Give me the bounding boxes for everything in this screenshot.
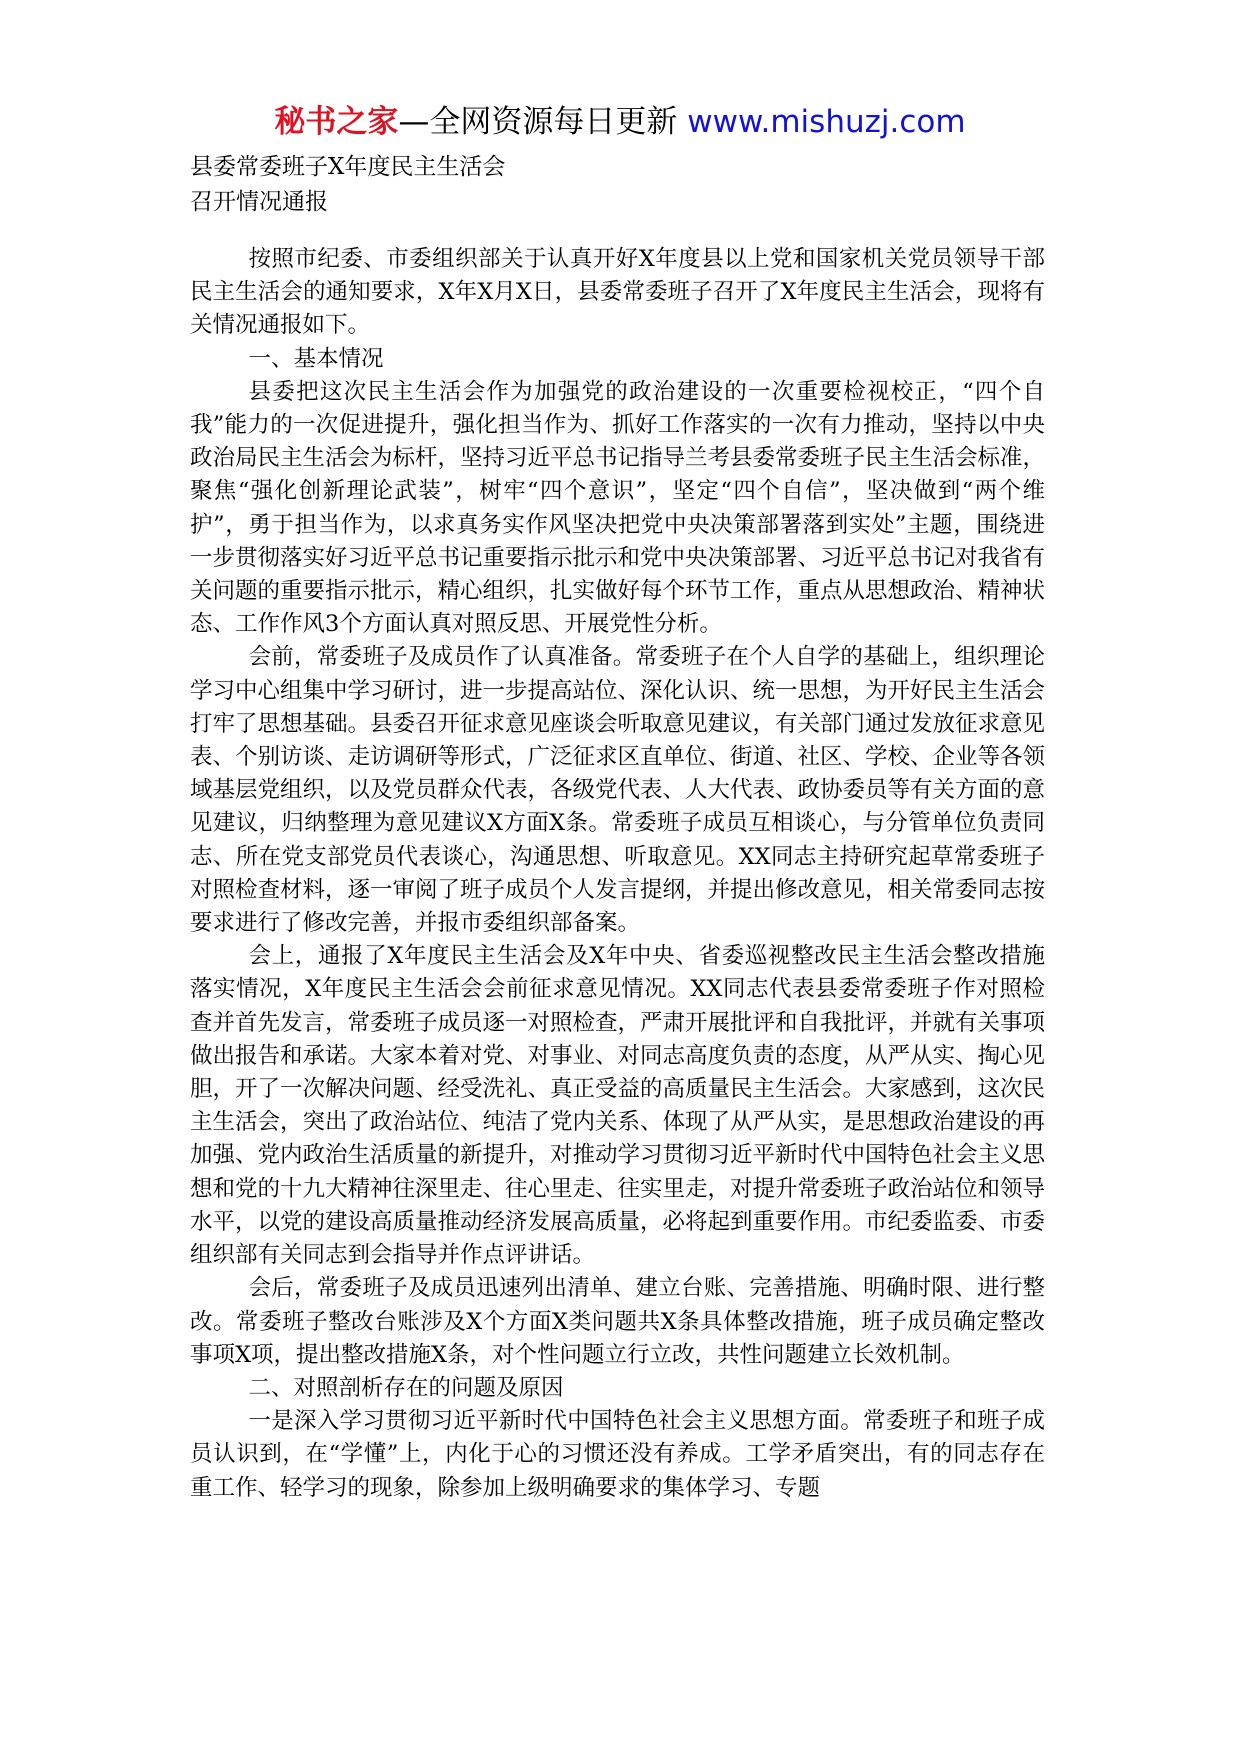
banner-brand: 秘书之家 — [274, 104, 399, 140]
paragraph: 会后，常委班子及成员迅速列出清单、建立台账、完善措施、明确时限、进行整改。常委班子整改台账涉及X个方面X类问题共X条具体整改措施，班子成员确定整改事项X项，提出整改措施X条，对个性问题立行立改，共性问题建立长效机制。 — [190, 1275, 1045, 1368]
banner-slogan: —全网资源每日更新 — [398, 104, 688, 140]
paragraph: 一是深入学习贯彻习近平新时代中国特色社会主义思想方面。常委班子和班子成员认识到，在“学懂”上，内化于心的习惯还没有养成。工学矛盾突出，有的同志存在重工作、轻学习的现象，除参加上级明确要求的集体学习、专题 — [190, 1408, 1045, 1501]
banner-site-link[interactable]: www.mishuzj.com — [687, 104, 966, 140]
paragraph: 会上，通报了X年度民主生活会及X年中央、省委巡视整改民主生活会整改措施落实情况，X年度民主生活会会前征求意见情况。XX同志代表县委常委班子作对照检查并首先发言，常委班子成员逐一对照检查，严肃开展批评和自我批评，并就有关事项做出报告和承诺。大家本着对党、对事业、对同志高度负责的态度，从严从实、掏心见胆，开了一次解决问题、经受洗礼、真正受益的高质量民主生活会。大家感到，这次民主生活会，突出了政治站位、纯洁了党内关系、体现了从严从实，是思想政治建设的再加强、党内政治生活质量的新提升，对推动学习贯彻习近平新时代中国特色社会主义思想和党的十九大精神往深里走、往心里走、往实里走，对提升常委班子政治站位和领导水平，以党的建设高质量推动经济发展高质量，必将起到重要作用。市纪委监委、市委组织部有关同志到会指导并作点评讲话。 — [190, 943, 1046, 1269]
title-line-2: 召开情况通报 — [190, 189, 328, 215]
section-heading-1: 一、基本情况 — [248, 345, 384, 372]
paragraph: 会前，常委班子及成员作了认真准备。常委班子在个人自学的基础上，组织理论学习中心组集中学习研讨，进一步提高站位、深化认识、统一思想，为开好民主生活会打牢了思想基础。县委召开征求意见座谈会听取意见建议，有关部门通过发放征求意见表、个别访谈、走访调研等形式，广泛征求区直单位、街道、社区、学校、企业等各领域基层党组织，以及党员群众代表，各级党代表、人大代表、政协委员等有关方面的意见建议，归纳整理为意见建议X方面X条。常委班子成员互相谈心，与分管单位负责同志、所在党支部党员代表谈心，沟通思想、听取意见。XX同志主持研究起草常委班子对照检查材料，逐一审阅了班子成员个人发言提纲，并提出修改意见，相关常委同志按要求进行了修改完善，并报市委组织部备案。 — [190, 644, 1046, 937]
title-line-1: 县委常委班子X年度民主生活会 — [190, 154, 506, 180]
document-title — [190, 150, 505, 220]
site-banner — [0, 100, 1240, 144]
paragraph-intro: 按照市纪委、市委组织部关于认真开好X年度县以上党和国家机关党员领导干部民主生活会的通知要求，X年X月X日，县委常委班子召开了X年度民主生活会，现将有关情况通报如下。 — [190, 246, 1045, 339]
paragraph: 县委把这次民主生活会作为加强党的政治建设的一次重要检视校正，“四个自我”能力的一次促进提升，强化担当作为、抓好工作落实的一次有力推动，坚持以中央政治局民主生活会为标杆，坚持习近平总书记指导兰考县委常委班子民主生活会标准，聚焦“强化创新理论武装”，树牢“四个意识”，坚定“四个自信”，坚决做到“两个维护”，勇于担当作为，以求真务实作风坚决把党中央决策部署落到实处”主题，围绕进一步贯彻落实好习近平总书记重要指示批示和党中央决策部署、习近平总书记对我省有关问题的重要指示批示，精心组织，扎实做好每个环节工作，重点从思想政治、精神状态、工作作风3个方面认真对照反思、开展党性分析。 — [190, 378, 1046, 638]
section-heading-2: 二、对照剖析存在的问题及原因 — [248, 1374, 564, 1401]
document-body — [190, 243, 1045, 1505]
